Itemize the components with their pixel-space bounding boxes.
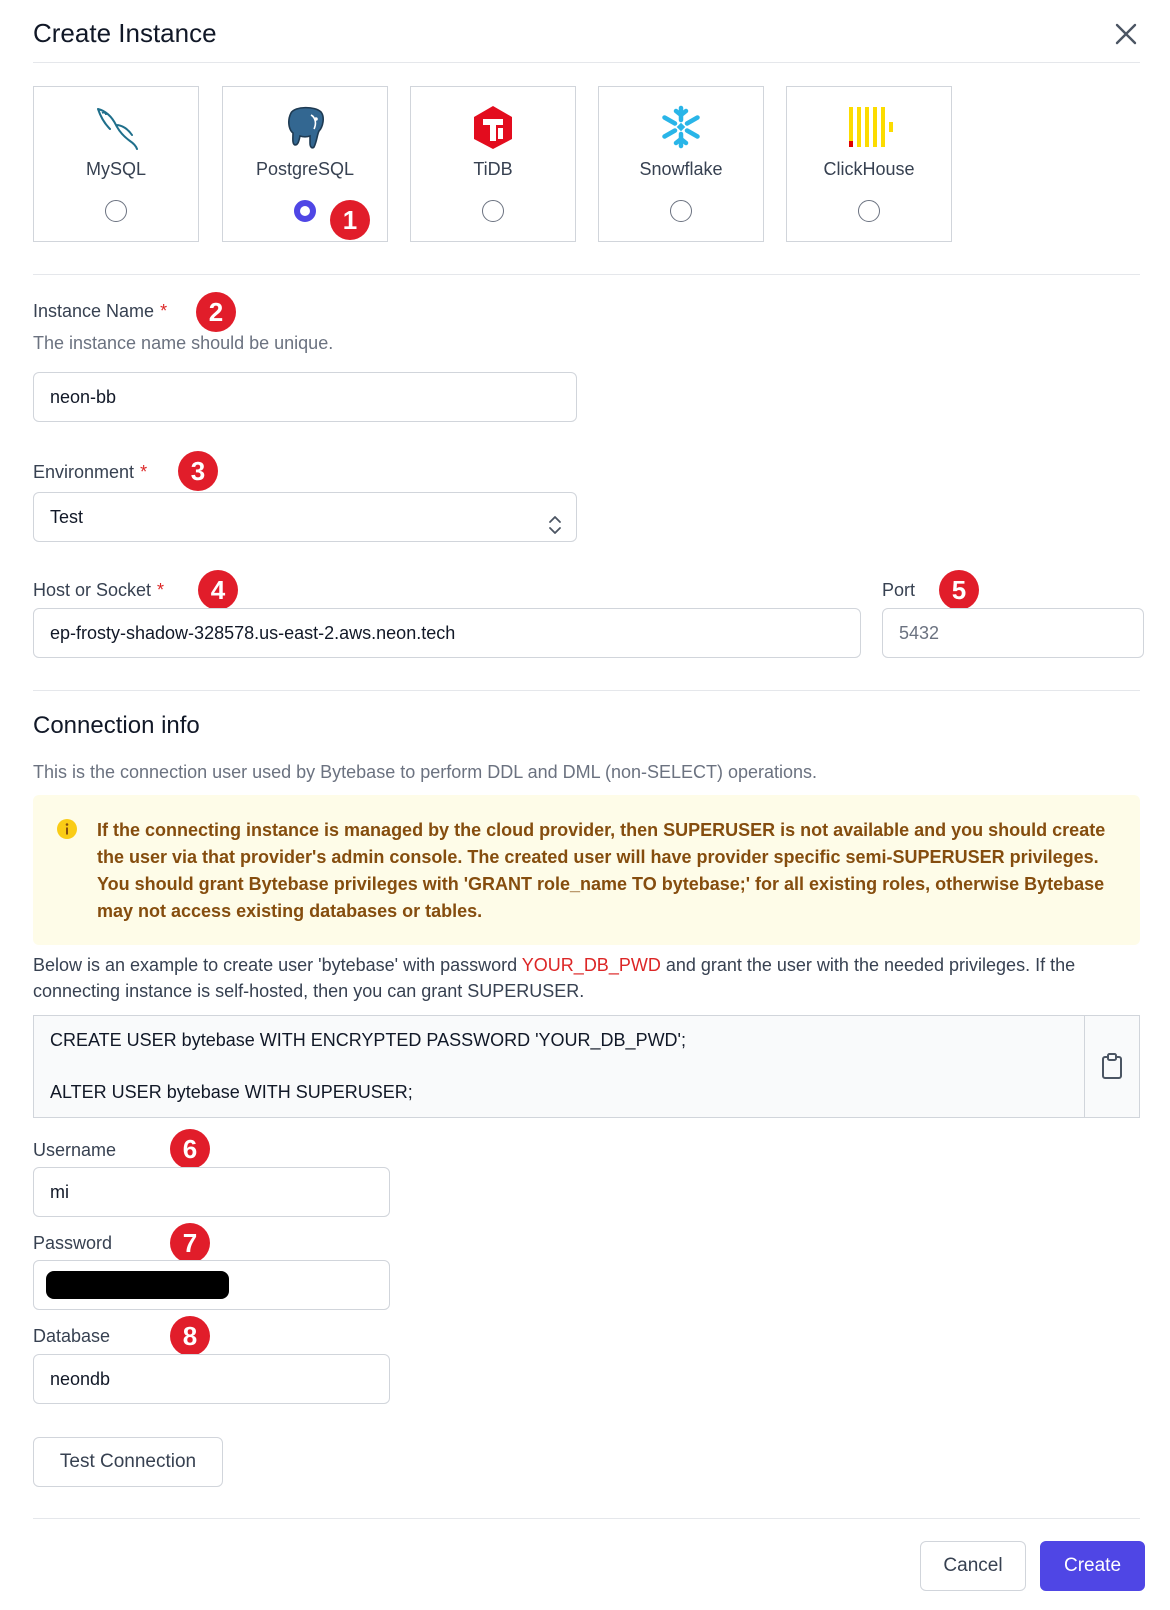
clipboard-icon (1100, 1052, 1124, 1080)
annotation-badge: 6 (170, 1129, 210, 1169)
annotation-badge: 7 (170, 1223, 210, 1263)
username-input[interactable]: mi (33, 1167, 390, 1217)
instance-name-hint: The instance name should be unique. (33, 333, 334, 353)
sql-code-block (33, 1015, 1140, 1118)
header-divider (33, 62, 1140, 63)
chevron-up-down-icon (548, 506, 562, 528)
password-input[interactable] (33, 1260, 390, 1310)
annotation-badge: 2 (196, 292, 236, 332)
engine-label: ClickHouse (823, 159, 915, 179)
engine-card-clickhouse[interactable] (786, 86, 952, 242)
engine-radio-snowflake[interactable] (670, 200, 692, 222)
warning-alert (33, 795, 1140, 945)
annotation-badge: 3 (178, 451, 218, 491)
annotation-badge: 8 (170, 1316, 210, 1356)
connection-info-title: Connection info (33, 712, 200, 739)
footer-divider (33, 1518, 1140, 1519)
port-label: Port (882, 580, 916, 600)
environment-label: Environment * (33, 462, 148, 482)
engine-label: MySQL (85, 159, 146, 179)
info-icon (57, 819, 77, 839)
annotation-badge: 5 (939, 570, 979, 610)
environment-value: Test (50, 507, 84, 527)
modal-title: Create Instance (33, 18, 217, 48)
engine-card-tidb[interactable] (410, 86, 576, 242)
engine-radio-mysql[interactable] (105, 200, 127, 222)
postgresql-elephant-icon (281, 103, 329, 151)
code-line: ALTER USER bytebase WITH SUPERUSER; (50, 1082, 413, 1102)
annotation-badge: 1 (330, 200, 370, 240)
database-input[interactable]: neondb (33, 1354, 390, 1404)
snowflake-icon (657, 103, 705, 151)
annotation-badge: 4 (198, 570, 238, 610)
redacted-password (46, 1271, 229, 1299)
username-label: Username (33, 1140, 117, 1160)
engine-label: TiDB (473, 159, 513, 179)
tidb-icon (469, 103, 517, 151)
engine-radio-clickhouse[interactable] (858, 200, 880, 222)
host-label: Host or Socket * (33, 580, 165, 600)
engine-radio-postgresql[interactable] (294, 200, 316, 222)
divider (33, 274, 1140, 275)
engine-label: PostgreSQL (255, 159, 355, 179)
instance-name-input[interactable]: neon-bb (33, 372, 577, 422)
code-line: CREATE USER bytebase WITH ENCRYPTED PASSWORD 'YOUR_DB_PWD'; (50, 1030, 686, 1050)
mysql-dolphin-icon (92, 103, 140, 151)
cancel-button[interactable]: Cancel (920, 1541, 1026, 1591)
connection-info-description: This is the connection user used by Bytebase to perform DDL and DML (non-SELECT) operations. (33, 762, 818, 782)
alert-message: If the connecting instance is managed by the cloud provider, then SUPERUSER is not available and you should create the user via that provider's admin console. The created user will have provider specific semi-SUPERUSER privileges. You should grant Bytebase privileges with 'GRANT role_name TO bytebase;' for all existing roles, otherwise Bytebase may not access existing databases or tables. (97, 820, 1106, 921)
engine-card-snowflake[interactable] (598, 86, 764, 242)
test-connection-button[interactable]: Test Connection (33, 1437, 223, 1487)
port-input[interactable]: 5432 (882, 608, 1144, 658)
engine-radio-tidb[interactable] (482, 200, 504, 222)
clickhouse-icon (845, 103, 893, 151)
divider (33, 690, 1140, 691)
example-text: Below is an example to create user 'bytebase' with password YOUR_DB_PWD and grant the user with the needed privileges. If the connecting instance is self-hosted, then you can grant SUPERUSER. (33, 955, 1076, 1001)
password-label: Password (33, 1233, 113, 1253)
environment-select[interactable] (33, 492, 577, 542)
database-label: Database (33, 1326, 111, 1346)
example-password: YOUR_DB_PWD (521, 955, 661, 975)
engine-card-mysql[interactable] (33, 86, 199, 242)
host-input[interactable]: ep-frosty-shadow-328578.us-east-2.aws.neon.tech (33, 608, 861, 658)
copy-button[interactable] (1084, 1016, 1139, 1117)
instance-name-label: Instance Name * (33, 301, 168, 321)
create-button[interactable]: Create (1040, 1541, 1145, 1591)
engine-label: Snowflake (639, 159, 723, 179)
close-icon[interactable] (1112, 20, 1140, 48)
